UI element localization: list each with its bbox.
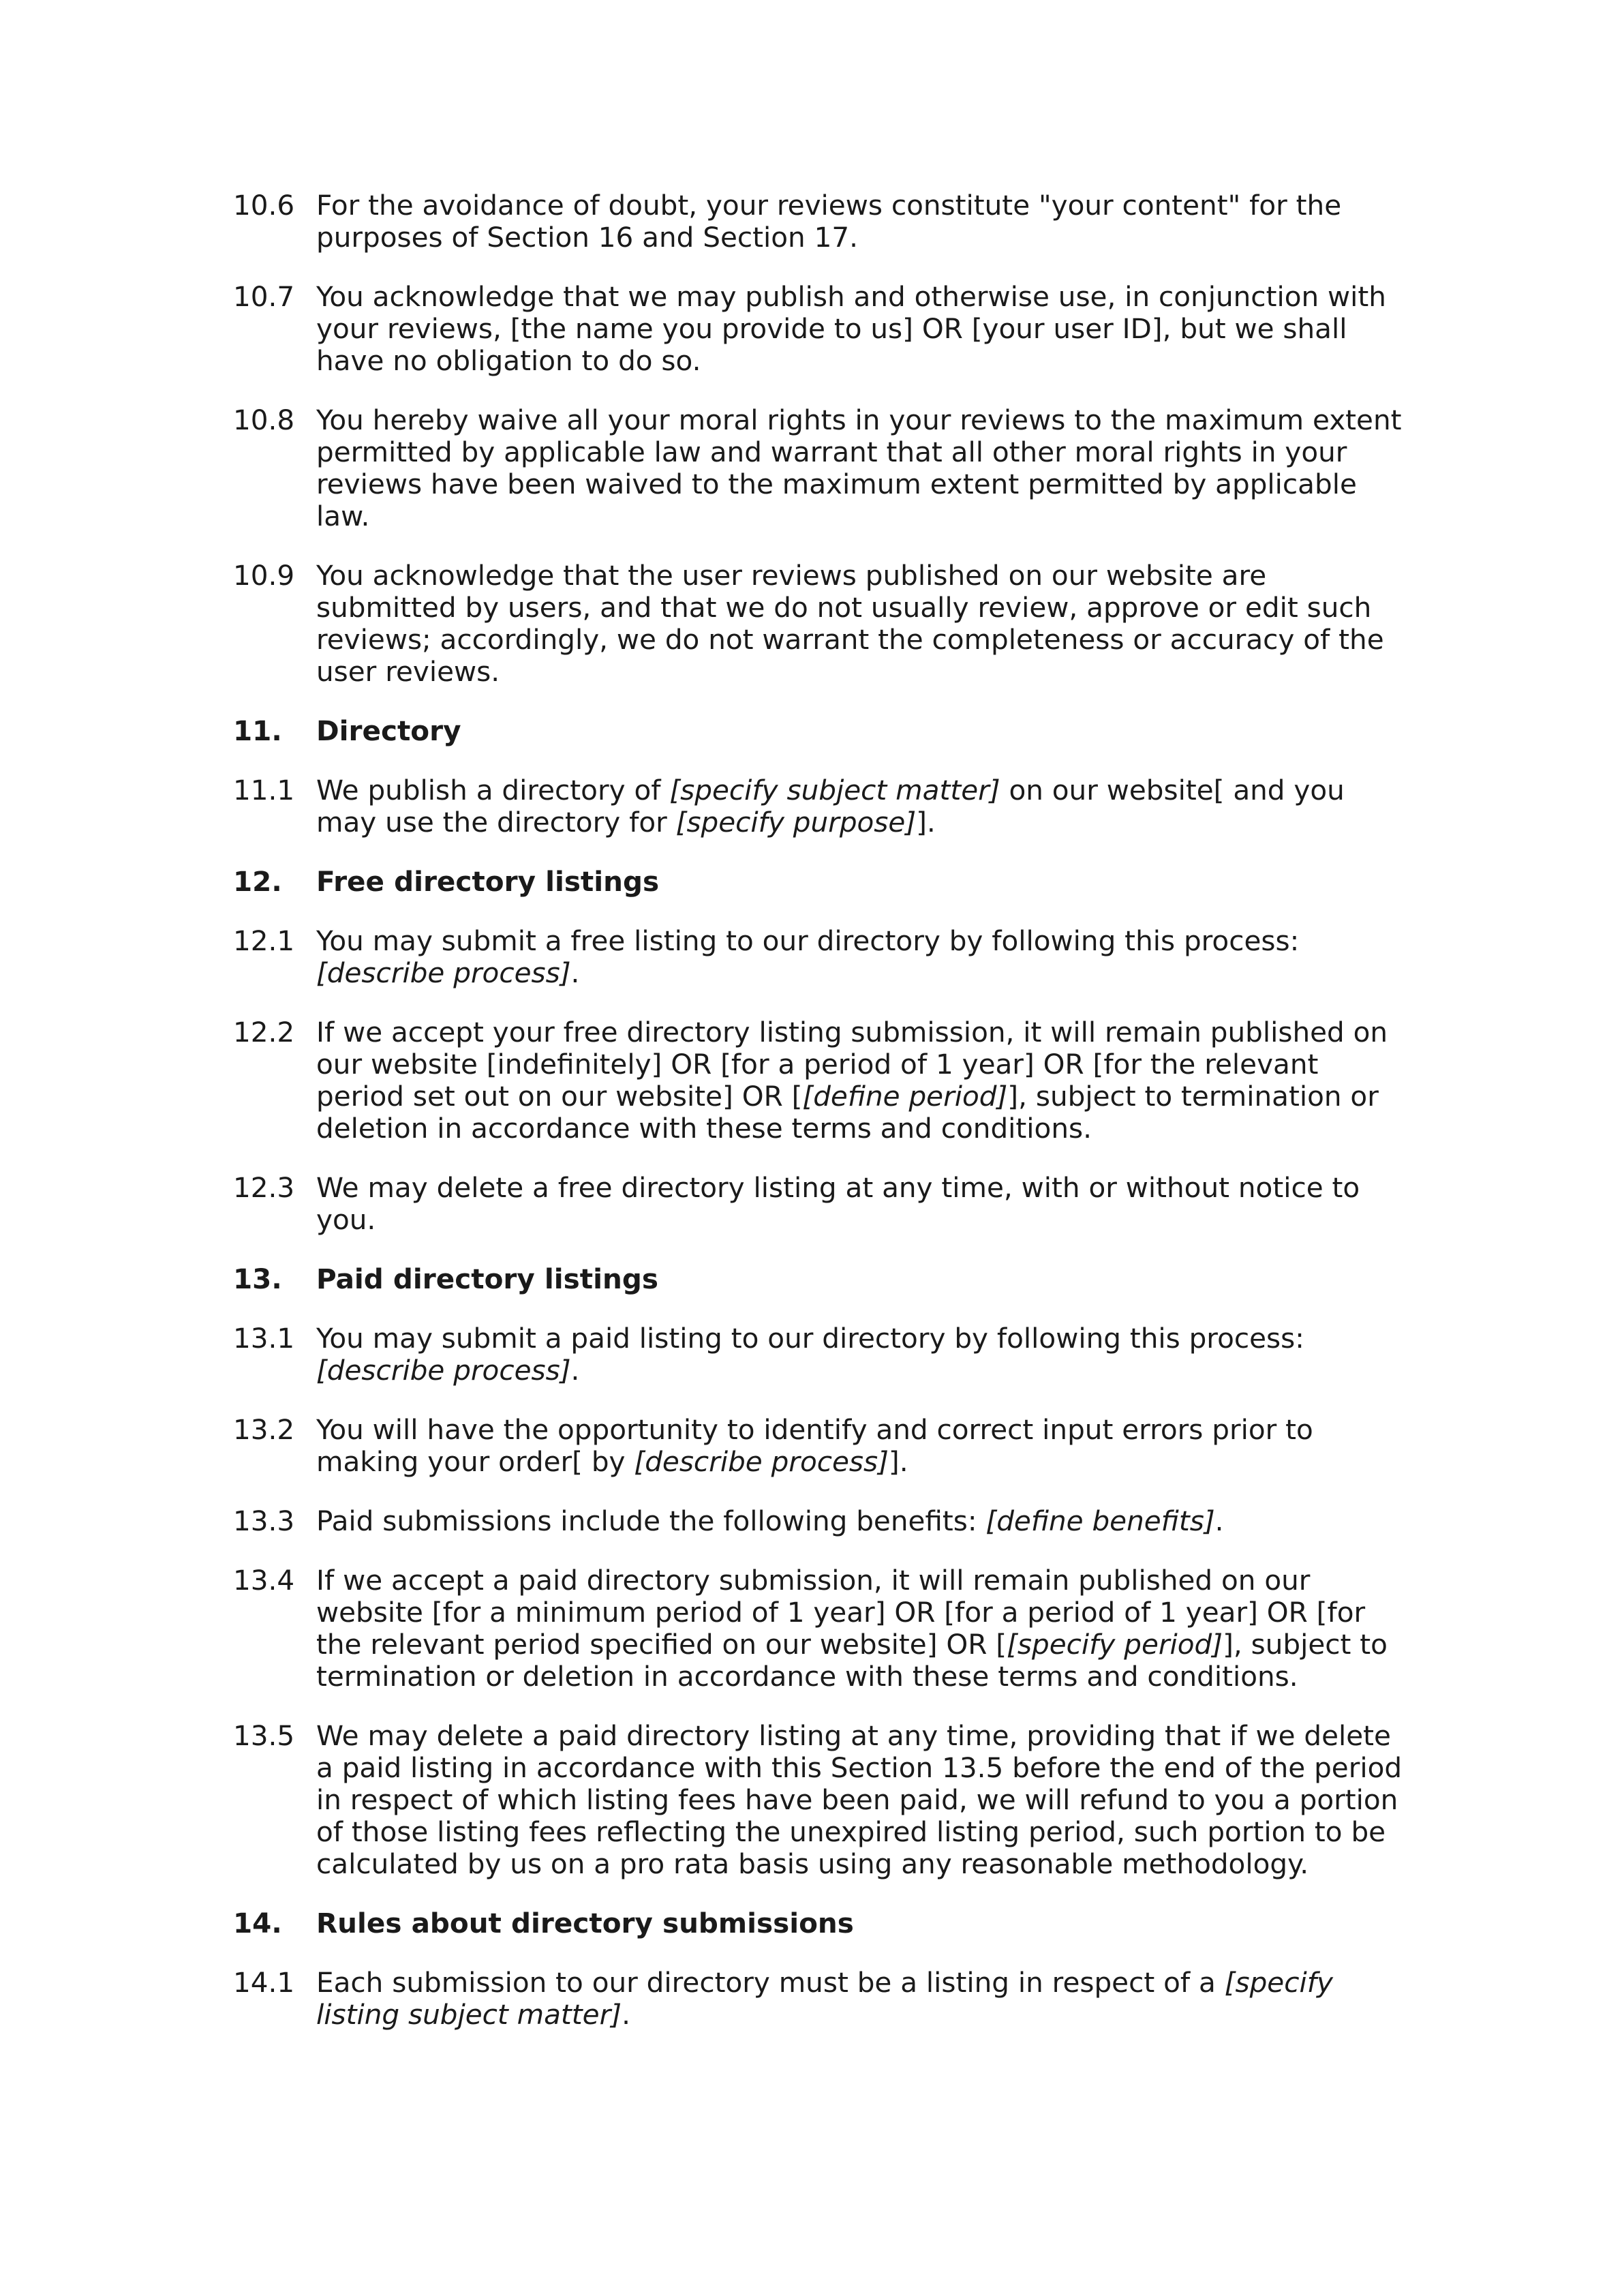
clause-text xyxy=(316,1414,1405,1478)
clause-number: 13.3 xyxy=(233,1505,295,1537)
text-run: If we accept your free directory listing submission, it will remain published on our website [indefinitely] OR [for a period of 1 year] OR [for the relevant period set out on our website] OR [ xyxy=(316,1016,1388,1113)
clause-text xyxy=(316,1967,1405,2031)
clause-number: 13.5 xyxy=(233,1719,295,1752)
clause-number: 12.1 xyxy=(233,924,295,957)
clause-text xyxy=(316,925,1405,989)
clause-number: 10.9 xyxy=(233,559,295,592)
placeholder-text: [specify purpose] xyxy=(675,806,917,839)
clause xyxy=(233,1016,1405,1145)
text-run: Paid directory listings xyxy=(316,1263,658,1295)
placeholder-text: [describe process] xyxy=(634,1445,889,1478)
clause xyxy=(233,190,1405,254)
clause-number: 12.2 xyxy=(233,1016,295,1048)
clause-number: 10.8 xyxy=(233,404,295,436)
clause-number: 14.1 xyxy=(233,1966,295,1999)
placeholder-text: [specify subject matter] xyxy=(669,774,1000,806)
clause xyxy=(233,1172,1405,1236)
clause xyxy=(233,1505,1405,1537)
placeholder-text: [describe process] xyxy=(316,956,571,989)
clause-text xyxy=(316,190,1405,254)
section-heading xyxy=(233,866,1405,898)
clause-number: 13.4 xyxy=(233,1564,295,1597)
text-run: You acknowledge that we may publish and otherwise use, in conjunction with your reviews, [the name you provide to us] OR [your user ID], but we shall have no obligation to do so. xyxy=(316,280,1386,377)
text-run: ], subject to termination or deletion in accordance with these terms and conditions. xyxy=(316,1628,1388,1693)
section-title xyxy=(316,1907,1405,1939)
clause-text xyxy=(316,404,1405,532)
text-run: . xyxy=(622,1998,630,2031)
text-run: You will have the opportunity to identify and correct input errors prior to making your order[ by xyxy=(316,1413,1313,1478)
clause xyxy=(233,774,1405,839)
clause-number: 13.1 xyxy=(233,1322,295,1355)
clause xyxy=(233,1720,1405,1880)
text-run: Paid submissions include the following benefits: xyxy=(316,1505,986,1537)
text-run: You may submit a paid listing to our directory by following this process: xyxy=(316,1322,1304,1355)
section-title xyxy=(316,715,1405,747)
text-run: Free directory listings xyxy=(316,865,660,898)
clause-text xyxy=(316,1720,1405,1880)
text-run: You hereby waive all your moral rights in your reviews to the maximum extent permitted by applicable law and warrant that all other moral rights in your reviews have been waived to the maximum extent permitted by applicable law. xyxy=(316,404,1402,532)
section-heading xyxy=(233,715,1405,747)
text-run: We may delete a free directory listing at any time, with or without notice to you. xyxy=(316,1171,1360,1236)
section-number: 11. xyxy=(233,714,282,747)
section-title xyxy=(316,1263,1405,1295)
clause xyxy=(233,404,1405,532)
section-number: 12. xyxy=(233,865,282,898)
text-run: Each submission to our directory must be a listing in respect of a xyxy=(316,1966,1225,1999)
text-run: You may submit a free listing to our directory by following this process: xyxy=(316,924,1300,957)
section-heading xyxy=(233,1263,1405,1295)
clause-text xyxy=(316,1016,1405,1145)
section-number: 13. xyxy=(233,1263,282,1295)
clause-text xyxy=(316,1172,1405,1236)
clause-number: 10.7 xyxy=(233,280,295,313)
text-run: You acknowledge that the user reviews published on our website are submitted by users, and that we do not usually review, approve or edit such reviews; accordingly, we do not warrant the completeness or accuracy of the user reviews. xyxy=(316,559,1384,688)
clause xyxy=(233,1414,1405,1478)
clause xyxy=(233,560,1405,688)
clause xyxy=(233,1323,1405,1387)
text-run: If we accept a paid directory submission, it will remain published on our website [for a minimum period of 1 year] OR [for a period of 1 year] OR [for the relevant period specified on our website] OR [ xyxy=(316,1564,1366,1661)
clause-text xyxy=(316,1323,1405,1387)
clause-number: 10.6 xyxy=(233,189,295,222)
text-run: ], subject to termination or deletion in accordance with these terms and conditions. xyxy=(316,1080,1379,1145)
clause xyxy=(233,1565,1405,1693)
text-run: . xyxy=(1214,1505,1224,1537)
clause xyxy=(233,281,1405,377)
text-run: Directory xyxy=(316,714,461,747)
text-run: . xyxy=(570,956,580,989)
clause-text xyxy=(316,1565,1405,1693)
text-run: Rules about directory submissions xyxy=(316,1907,854,1939)
clause-number: 13.2 xyxy=(233,1413,295,1446)
placeholder-text: [describe process] xyxy=(316,1354,571,1387)
placeholder-text: [specify period] xyxy=(1007,1628,1223,1661)
placeholder-text: [define period] xyxy=(802,1080,1008,1113)
clause-number: 11.1 xyxy=(233,774,295,806)
text-run: ]. xyxy=(916,806,936,839)
text-run: on our website[ and you may use the directory for xyxy=(316,774,1345,839)
placeholder-text: [define benefits] xyxy=(985,1505,1215,1537)
document-body xyxy=(233,190,1405,2058)
text-run: We publish a directory of xyxy=(316,774,670,806)
clause xyxy=(233,1967,1405,2031)
placeholder-text: [specify listing subject matter] xyxy=(316,1966,1333,2031)
section-heading xyxy=(233,1907,1405,1939)
section-number: 14. xyxy=(233,1907,282,1939)
clause-text xyxy=(316,560,1405,688)
text-run: . xyxy=(570,1354,580,1387)
clause-text xyxy=(316,281,1405,377)
clause-number: 12.3 xyxy=(233,1171,295,1204)
clause xyxy=(233,925,1405,989)
clause-text xyxy=(316,1505,1405,1537)
section-title xyxy=(316,866,1405,898)
text-run: ]. xyxy=(888,1445,908,1478)
text-run: We may delete a paid directory listing at any time, providing that if we delete a paid listing in accordance with this Section 13.5 before the end of the period in respect of which listing fees have been paid, we will refund to you a portion of those listing fees reflecting the unexpired listing period, such portion to be calculated by us on a pro rata basis using any reasonable methodology. xyxy=(316,1719,1403,1880)
text-run: For the avoidance of doubt, your reviews constitute "your content" for the purposes of Section 16 and Section 17. xyxy=(316,189,1342,254)
clause-text xyxy=(316,774,1405,839)
